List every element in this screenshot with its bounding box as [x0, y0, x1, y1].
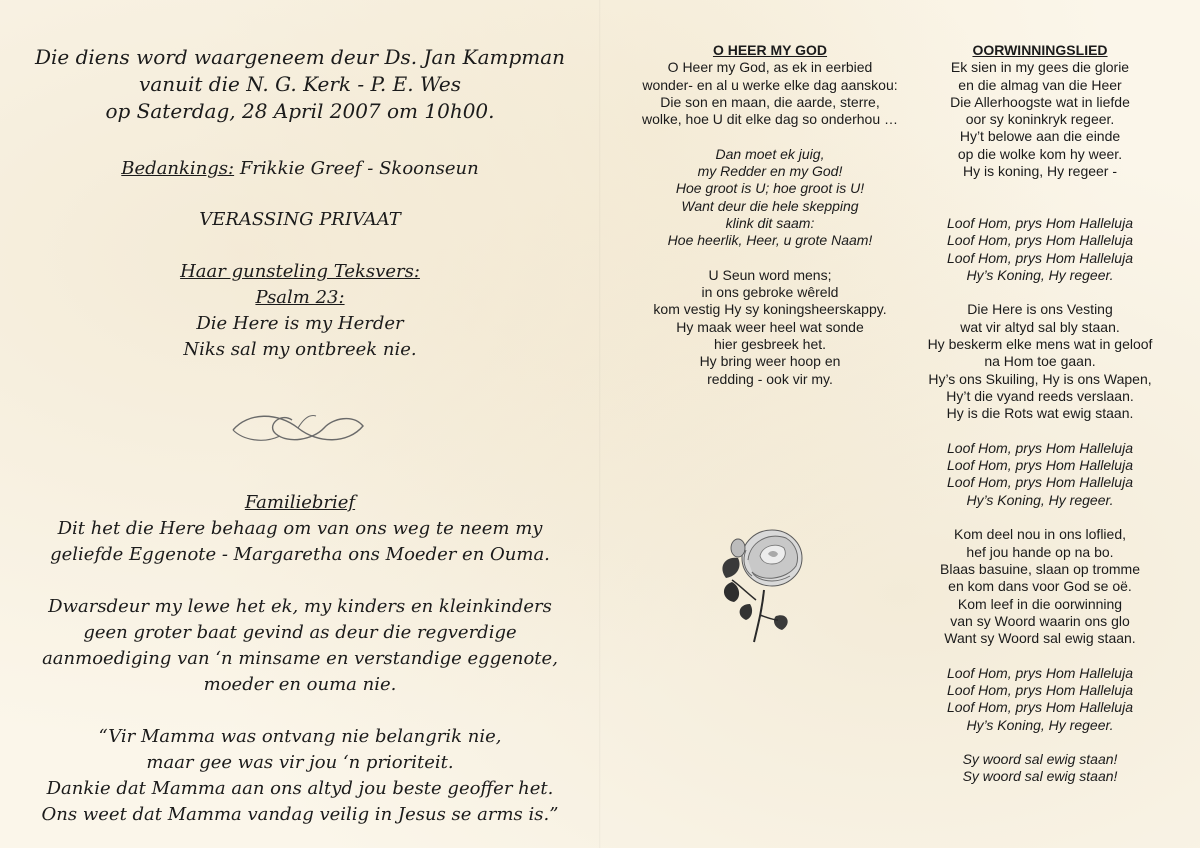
favourite-verse	[0, 259, 600, 363]
service-info	[0, 44, 600, 125]
letter-line: “Vir Mamma was ontvang nie belangrik nie,	[98, 726, 502, 747]
hymn-oorwinningslied: OORWINNINGSLIED Ek sien in my gees die glorie en die almag van die Heer Die Allerhoogste wat in liefde oor sy koninkryk regeer. Hy’t belowe aan die einde op die wolke kom hy weer. Hy is koning, Hy regeer - Loof Hom, prys Hom Halleluja Loof Hom, prys Hom Halleluja Loof Hom, prys Hom Halleluja Hy’s Koning, Hy regeer. Die Here is ons Vesting wat vir altyd sal bly staan. Hy beskerm elke mens wat in geloof na Hom toe gaan. Hy’s ons Skuiling, Hy is ons Wapen, Hy’t die vyand reeds verslaan. Hy is die Rots wat ewig staan. Loof Hom, prys Hom Halleluja Loof Hom, prys Hom Halleluja Loof Hom, prys Hom Halleluja Hy’s Koning, Hy regeer. Kom deel nou in ons loflied, hef jou hande op na bo. Blaas basuine, slaan op tromme en kom dans voor God se oë. Kom leef in die oorwinning van sy Woord waarin ons glo Want sy Woord sal ewig staan. Loof Hom, prys Hom Halleluja Loof Hom, prys Hom Halleluja Loof Hom, prys Hom Halleluja Hy’s Koning, Hy regeer. Sy woord sal ewig staan! Sy woord sal ewig staan!	[890, 42, 1190, 786]
psalm-line: Niks sal my ontbreek nie.	[183, 339, 417, 360]
favourite-heading: Haar gunsteling Teksvers:	[180, 261, 420, 282]
letter-heading: Familiebrief	[244, 492, 356, 513]
letter-line: Ons weet dat Mamma vandag veilig in Jesus se arms is.”	[41, 804, 559, 825]
letter-line: geen groter baat gevind as deur die regverdige	[83, 622, 517, 643]
thanks-text: Frikkie Greef - Skoonseun	[234, 158, 479, 179]
right-page	[600, 0, 1200, 848]
letter-line: maar gee was vir jou ‘n prioriteit.	[146, 752, 454, 773]
hymn-o-heer-my-god: O HEER MY GOD O Heer my God, as ek in eerbied wonder- en al u werke elke dag aanskou: Die son en maan, die aarde, sterre, wolke, hoe U dit elke dag so onderhou … Dan moet ek juig, my Redder en my God! Hoe groot is U; hoe groot is U! Want deur die hele skepping klink dit saam: Hoe heerlik, Heer, u grote Naam! U Seun word mens; in ons gebroke wêreld kom vestig Hy sy koningsheerskappy. Hy maak weer heel wat sonde hier gesbreek het. Hy bring weer hoop en redding - ook vir my.	[620, 42, 920, 388]
service-line: Die diens word waargeneem deur Ds. Jan Kampman	[34, 45, 566, 69]
cremation-note: VERASSING PRIVAAT	[199, 209, 401, 230]
thanks	[0, 156, 600, 182]
letter-line: Dit het die Here behaag om van ons weg te neem my	[57, 518, 543, 539]
letter-line: aanmoediging van ‘n minsame en verstandige eggenote,	[42, 648, 558, 669]
thanks-label: Bedankings:	[121, 158, 235, 179]
service-line: vanuit die N. G. Kerk - P. E. Wes	[139, 72, 461, 96]
family-letter	[0, 490, 600, 828]
rose-illustration	[716, 520, 811, 645]
psalm-reference: Psalm 23:	[255, 287, 345, 308]
hymn-title: OORWINNINGSLIED	[972, 42, 1108, 58]
flourish-ornament	[228, 404, 368, 452]
letter-line: geliefde Eggenote - Margaretha ons Moeder en Ouma.	[50, 544, 550, 565]
psalm-line: Die Here is my Herder	[196, 313, 404, 334]
letter-line: Dwarsdeur my lewe het ek, my kinders en kleinkinders	[48, 596, 552, 617]
letter-line: moeder en ouma nie.	[203, 674, 397, 695]
letter-line: Dankie dat Mamma aan ons altyd jou beste geoffer het.	[46, 778, 554, 799]
service-line: op Saterdag, 28 April 2007 om 10h00.	[105, 99, 495, 123]
hymn-title: O HEER MY GOD	[712, 42, 828, 58]
